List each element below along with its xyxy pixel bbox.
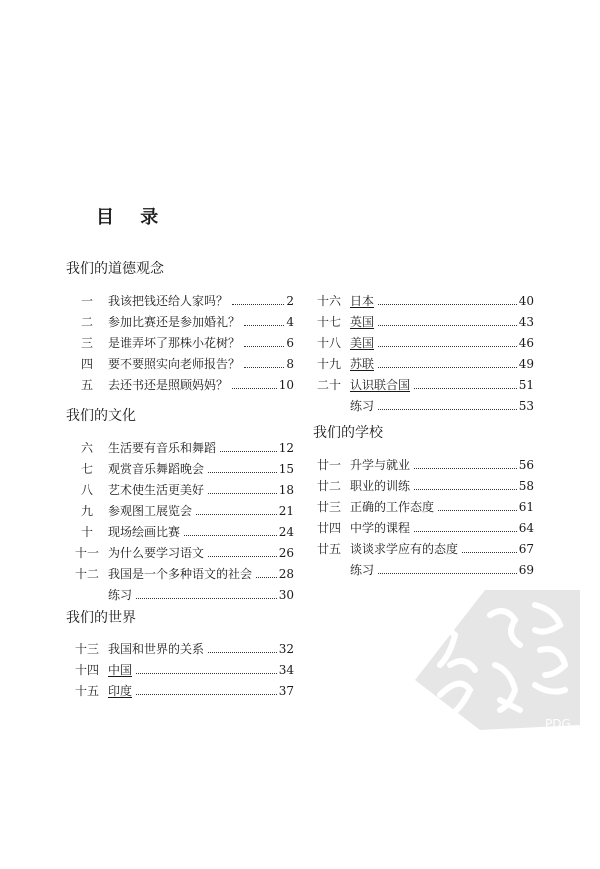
entry-number: 十四 — [74, 663, 99, 677]
leader-dots — [136, 694, 277, 695]
entry-label: 正确的工作态度 — [350, 500, 435, 514]
entry-label: 观赏音乐舞蹈晚会 — [108, 462, 205, 476]
entry-number: 廿二 — [316, 479, 341, 493]
leader-dots — [220, 451, 277, 452]
entry-number: 十七 — [316, 315, 341, 329]
entry-label: 练习 — [350, 563, 375, 577]
toc-entry[interactable] — [66, 313, 294, 331]
toc-entry-exercise[interactable] — [66, 586, 294, 604]
entry-label: 为什么要学习语文 — [108, 546, 205, 560]
toc-entry[interactable] — [66, 682, 294, 700]
entry-number: 十六 — [316, 294, 341, 308]
entry-label: 艺术使生活更美好 — [108, 483, 205, 497]
entry-page: 2 — [286, 294, 294, 308]
watermark-seal — [395, 570, 590, 745]
entry-page: 8 — [286, 357, 294, 371]
entry-page: 18 — [278, 483, 294, 497]
toc-entry[interactable] — [66, 355, 294, 373]
leader-dots — [136, 598, 277, 599]
seal-graphic — [395, 570, 590, 745]
entry-number: 二 — [80, 315, 93, 329]
entry-label: 要不要照实向老师报告？ — [108, 357, 241, 371]
entry-label: 认识联合国 — [350, 378, 411, 392]
entry-label: 日本 — [350, 294, 375, 308]
leader-dots — [414, 489, 517, 490]
toc-entry[interactable] — [66, 661, 294, 679]
leader-dots — [378, 367, 517, 368]
toc-entry[interactable] — [308, 376, 534, 394]
toc-entry[interactable] — [308, 519, 534, 537]
entry-number: 八 — [80, 483, 93, 497]
entry-label: 印度 — [108, 684, 133, 698]
entry-page: 4 — [286, 315, 294, 329]
entry-page: 24 — [278, 525, 294, 539]
entry-label: 美国 — [350, 336, 375, 350]
entry-number: 廿三 — [316, 500, 341, 514]
page-title: 目 录 — [96, 207, 169, 228]
entry-number: 十二 — [74, 567, 99, 581]
toc-entry[interactable] — [66, 502, 294, 520]
entry-label: 是谁弄坏了那株小花树？ — [108, 336, 241, 350]
watermark-text: PDG — [545, 717, 571, 731]
entry-page: 37 — [278, 684, 294, 698]
entry-label: 生活要有音乐和舞蹈 — [108, 441, 217, 455]
entry-label: 我国和世界的关系 — [108, 642, 205, 656]
leader-dots — [256, 577, 277, 578]
entry-label: 职业的训练 — [350, 479, 411, 493]
entry-page: 58 — [518, 479, 534, 493]
toc-entry[interactable] — [308, 498, 534, 516]
entry-page: 15 — [278, 462, 294, 476]
entry-label: 现场绘画比赛 — [108, 525, 181, 539]
entry-label: 中学的课程 — [350, 521, 411, 535]
toc-entry[interactable] — [66, 544, 294, 562]
section-heading-moral: 我们的道德观念 — [66, 261, 164, 277]
entry-label: 我国是一个多种语文的社会 — [108, 567, 253, 581]
entry-number: 一 — [80, 294, 93, 308]
entry-label: 参观图工展览会 — [108, 504, 193, 518]
leader-dots — [414, 388, 517, 389]
leader-dots — [244, 346, 284, 347]
leader-dots — [378, 409, 517, 410]
entry-number: 九 — [80, 504, 93, 518]
entry-label: 练习 — [108, 588, 133, 602]
section-heading-school: 我们的学校 — [313, 425, 383, 441]
entry-page: 46 — [518, 336, 534, 350]
leader-dots — [378, 346, 517, 347]
toc-entry[interactable] — [66, 334, 294, 352]
toc-entry[interactable] — [308, 540, 534, 558]
entry-number: 六 — [80, 441, 93, 455]
leader-dots — [184, 535, 277, 536]
entry-number: 十九 — [316, 357, 341, 371]
entry-page: 6 — [286, 336, 294, 350]
toc-entry[interactable] — [308, 477, 534, 495]
entry-page: 51 — [518, 378, 534, 392]
toc-entry[interactable] — [66, 376, 294, 394]
entry-page: 67 — [518, 542, 534, 556]
leader-dots — [232, 388, 277, 389]
leader-dots — [208, 493, 277, 494]
entry-page: 34 — [278, 663, 294, 677]
toc-entry[interactable] — [66, 460, 294, 478]
entry-page: 10 — [278, 378, 294, 392]
leader-dots — [414, 468, 517, 469]
leader-dots — [208, 472, 277, 473]
leader-dots — [244, 367, 284, 368]
entry-number: 廿四 — [316, 521, 341, 535]
toc-entry[interactable] — [308, 355, 534, 373]
entry-number: 四 — [80, 357, 93, 371]
leader-dots — [232, 304, 284, 305]
entry-number: 廿五 — [316, 542, 341, 556]
entry-page: 69 — [518, 563, 534, 577]
toc-entry[interactable] — [66, 523, 294, 541]
entry-label: 谈谈求学应有的态度 — [350, 542, 459, 556]
entry-page: 53 — [518, 399, 534, 413]
entry-label: 参加比赛还是参加婚礼？ — [108, 315, 241, 329]
entry-page: 21 — [278, 504, 294, 518]
entry-number: 二十 — [316, 378, 341, 392]
toc-entry[interactable] — [66, 292, 294, 310]
entry-label: 中国 — [108, 663, 133, 677]
toc-entry[interactable] — [66, 439, 294, 457]
entry-number: 五 — [80, 378, 93, 392]
entry-page: 49 — [518, 357, 534, 371]
entry-page: 30 — [278, 588, 294, 602]
toc-entry[interactable] — [308, 292, 534, 310]
leader-dots — [462, 552, 517, 553]
entry-label: 去还书还是照顾妈妈？ — [108, 378, 229, 392]
leader-dots — [208, 652, 277, 653]
leader-dots — [136, 673, 277, 674]
entry-label: 练习 — [350, 399, 375, 413]
section-heading-culture: 我们的文化 — [66, 408, 136, 424]
entry-number: 十八 — [316, 336, 341, 350]
entry-page: 40 — [518, 294, 534, 308]
entry-number: 三 — [80, 336, 93, 350]
entry-label: 苏联 — [350, 357, 375, 371]
toc-entry[interactable] — [66, 640, 294, 658]
toc-entry[interactable] — [308, 334, 534, 352]
entry-number: 十 — [80, 525, 93, 539]
entry-page: 32 — [278, 642, 294, 656]
toc-entry[interactable] — [66, 481, 294, 499]
entry-page: 64 — [518, 521, 534, 535]
toc-entry[interactable] — [66, 565, 294, 583]
entry-number: 十一 — [74, 546, 99, 560]
section-heading-world: 我们的世界 — [66, 610, 136, 626]
entry-number: 廿一 — [316, 458, 341, 472]
entry-label: 我该把钱还给人家吗？ — [108, 294, 229, 308]
toc-entry-exercise[interactable] — [308, 397, 534, 415]
entry-number: 十五 — [74, 684, 99, 698]
entry-page: 12 — [278, 441, 294, 455]
entry-label: 升学与就业 — [350, 458, 411, 472]
entry-page: 26 — [278, 546, 294, 560]
entry-page: 56 — [518, 458, 534, 472]
leader-dots — [208, 556, 277, 557]
entry-number: 七 — [80, 462, 93, 476]
entry-number: 十三 — [74, 642, 99, 656]
leader-dots — [378, 304, 517, 305]
toc-entry[interactable] — [308, 313, 534, 331]
entry-page: 61 — [518, 500, 534, 514]
leader-dots — [196, 514, 277, 515]
leader-dots — [244, 325, 284, 326]
entry-label: 英国 — [350, 315, 375, 329]
leader-dots — [438, 510, 517, 511]
entry-page: 28 — [278, 567, 294, 581]
toc-entry[interactable] — [308, 456, 534, 474]
leader-dots — [378, 325, 517, 326]
entry-page: 43 — [518, 315, 534, 329]
leader-dots — [414, 531, 517, 532]
